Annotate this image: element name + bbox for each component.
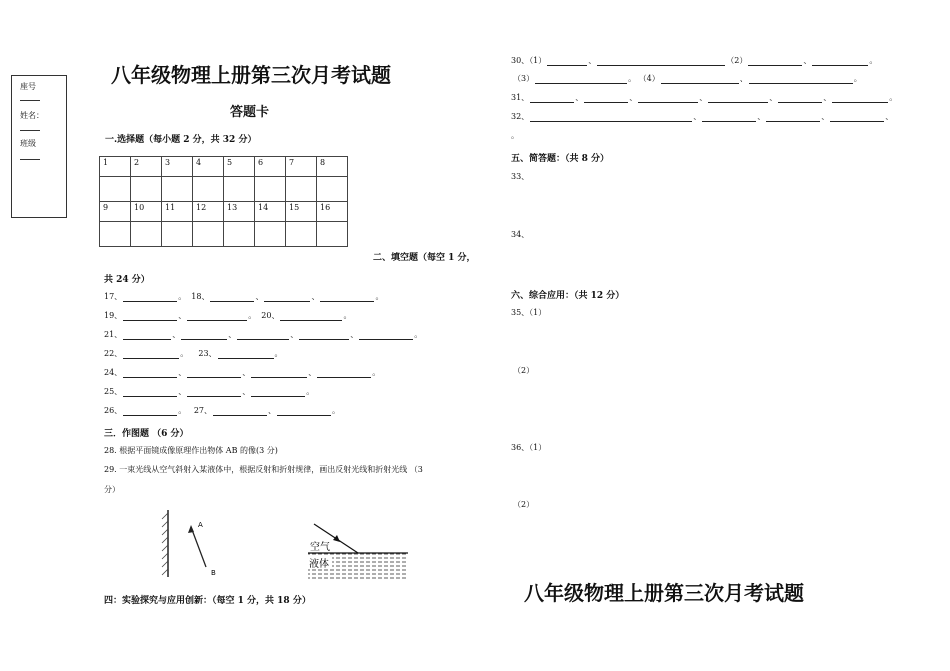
row-30-a: 30、（1） 、 （2） 、 。	[511, 56, 878, 65]
name-label: 姓名：	[20, 111, 44, 120]
q29-text: 29. 一束光线从空气斜射入某液体中，根据反射和折射规律，画出反射光线和折射光线 （3	[104, 465, 423, 474]
mirror-hatching	[162, 513, 168, 575]
blank[interactable]	[187, 368, 241, 378]
fill-row-19-20: 19、 、 。 20、 。	[104, 311, 352, 320]
blank[interactable]	[213, 406, 267, 416]
answer-cell[interactable]	[131, 177, 162, 202]
blank[interactable]	[187, 387, 241, 397]
section4-title: 四：实验探究与应用创新：（每空 1 分，共 18 分）	[104, 596, 311, 606]
q24-label: 24、	[104, 368, 123, 377]
grid-num: 4	[193, 157, 224, 177]
answer-cell[interactable]	[162, 222, 193, 247]
grid-num: 2	[131, 157, 162, 177]
q18-label: 18、	[191, 292, 210, 301]
blank[interactable]	[317, 368, 371, 378]
blank[interactable]	[251, 387, 305, 397]
answer-cell[interactable]	[317, 177, 348, 202]
blank[interactable]	[597, 56, 725, 66]
answer-cell[interactable]	[286, 222, 317, 247]
page-title-repeat: 八年级物理上册第三次月考试题	[524, 581, 804, 605]
answer-cell[interactable]	[255, 222, 286, 247]
air-label: 空气	[310, 542, 330, 553]
blank[interactable]	[280, 311, 342, 321]
grid-num: 14	[255, 202, 286, 222]
blank[interactable]	[123, 387, 177, 397]
blank[interactable]	[530, 112, 692, 122]
q36-part2-label: （2）	[513, 500, 535, 509]
grid-num: 13	[224, 202, 255, 222]
answer-cell[interactable]	[317, 222, 348, 247]
grid-num: 12	[193, 202, 224, 222]
blank[interactable]	[277, 406, 331, 416]
blank[interactable]	[320, 292, 374, 302]
grid-row-numbers-2	[100, 202, 348, 222]
blank[interactable]	[766, 112, 820, 122]
answer-cell[interactable]	[255, 177, 286, 202]
label-a: A	[198, 521, 203, 529]
blank[interactable]	[123, 368, 177, 378]
object-ab	[191, 527, 206, 567]
blank[interactable]	[661, 74, 739, 84]
q35-label: 35、（1）	[511, 308, 547, 317]
q34-label: 34、	[511, 230, 530, 239]
q28-text: 28. 根据平面镜成像原理作出物体 AB 的像(3 分)	[104, 446, 278, 455]
blank[interactable]	[187, 311, 247, 321]
fill-row-25: 25、 、 、 。	[104, 387, 315, 396]
blank[interactable]	[830, 112, 884, 122]
blank[interactable]	[547, 56, 587, 66]
fill-row-26-27: 26、 。 27、 、 。	[104, 406, 341, 415]
mirror-figure	[158, 505, 228, 580]
blank[interactable]	[181, 330, 227, 340]
q19-label: 19、	[104, 311, 123, 320]
grid-row-numbers-1	[100, 157, 348, 177]
name-blank[interactable]	[20, 130, 40, 131]
grid-num: 3	[162, 157, 193, 177]
class-label: 班级	[20, 139, 36, 148]
fill-row-21: 21、 、 、 、 、 。	[104, 330, 423, 339]
label-b: B	[211, 569, 216, 577]
fill-row-24: 24、 、 、 、 。	[104, 368, 381, 377]
blank[interactable]	[123, 292, 177, 302]
blank[interactable]	[832, 93, 888, 103]
liquid-label: 液体	[309, 559, 329, 570]
fill-row-22-23: 22、 。 23、 。	[104, 349, 283, 358]
q20-label: 20、	[261, 311, 280, 320]
blank[interactable]	[299, 330, 349, 340]
answer-cell[interactable]	[100, 177, 131, 202]
blank[interactable]	[748, 56, 802, 66]
answer-cell[interactable]	[193, 222, 224, 247]
grid-num: 6	[255, 157, 286, 177]
grid-num: 1	[100, 157, 131, 177]
answer-card-title: 答题卡	[230, 105, 270, 120]
blank[interactable]	[123, 406, 177, 416]
blank[interactable]	[237, 330, 289, 340]
grid-num: 8	[317, 157, 348, 177]
row-32: 32、 、 、 、 、	[511, 112, 894, 121]
blank[interactable]	[123, 349, 179, 359]
q36-label: 36、（1）	[511, 443, 547, 452]
grid-num: 11	[162, 202, 193, 222]
grid-row-answers-1	[100, 177, 348, 202]
seat-blank[interactable]	[20, 100, 40, 101]
grid-num: 9	[100, 202, 131, 222]
student-info-box	[11, 75, 67, 218]
section3-title: 三．作图题 （6 分）	[104, 429, 189, 439]
blank[interactable]	[123, 330, 171, 340]
fill-row-17-18: 17、 。 18、 、 、 。	[104, 292, 384, 301]
q21-label: 21、	[104, 330, 123, 339]
answer-cell[interactable]	[224, 222, 255, 247]
q22-label: 22、	[104, 349, 123, 358]
q25-label: 25、	[104, 387, 123, 396]
blank[interactable]	[812, 56, 868, 66]
q27-label: 27、	[193, 406, 213, 415]
row-30-b: （3） 。 （4） 、 。	[513, 74, 862, 83]
blank[interactable]	[584, 93, 628, 103]
section2-title-a: 二、填空题（每空 1 分，	[373, 253, 476, 263]
incident-arrowhead	[333, 535, 340, 542]
row-31: 31、 、 、 、 、 、 。	[511, 93, 898, 102]
choice-answer-grid	[99, 156, 348, 247]
q29-text-cont: 分）	[104, 485, 120, 494]
blank[interactable]	[702, 112, 756, 122]
blank[interactable]	[778, 93, 822, 103]
grid-num: 7	[286, 157, 317, 177]
blank[interactable]	[530, 93, 574, 103]
grid-num: 16	[317, 202, 348, 222]
answer-cell[interactable]	[100, 222, 131, 247]
blank[interactable]	[123, 311, 177, 321]
object-arrowhead	[188, 525, 194, 533]
q33-label: 33、	[511, 172, 530, 181]
page-title: 八年级物理上册第三次月考试题	[111, 63, 391, 87]
seat-label: 座号	[20, 82, 36, 91]
blank[interactable]	[749, 74, 853, 84]
section6-title: 六、综合应用：（共 12 分）	[511, 291, 625, 301]
blank[interactable]	[359, 330, 413, 340]
q35-part2-label: （2）	[513, 366, 535, 375]
blank[interactable]	[708, 93, 768, 103]
blank[interactable]	[210, 292, 254, 302]
refraction-figure	[300, 520, 410, 582]
blank[interactable]	[251, 368, 307, 378]
answer-cell[interactable]	[286, 177, 317, 202]
row-32-end: 。	[511, 131, 519, 140]
blank[interactable]	[535, 74, 627, 84]
section2-title-b: 共 24 分）	[104, 275, 150, 285]
class-blank[interactable]	[20, 159, 40, 160]
blank[interactable]	[264, 292, 310, 302]
q23-label: 23、	[198, 349, 217, 358]
q17-label: 17、	[104, 292, 123, 301]
grid-num: 5	[224, 157, 255, 177]
blank[interactable]	[638, 93, 698, 103]
blank[interactable]	[218, 349, 274, 359]
answer-cell[interactable]	[193, 177, 224, 202]
section1-title: 一.选择题（每小题 2 分，共 32 分）	[105, 135, 257, 145]
grid-num: 15	[286, 202, 317, 222]
grid-num: 10	[131, 202, 162, 222]
grid-row-answers-2	[100, 222, 348, 247]
section5-title: 五、简答题：（共 8 分）	[511, 154, 610, 164]
answer-cell[interactable]	[131, 222, 162, 247]
answer-cell[interactable]	[224, 177, 255, 202]
q26-label: 26、	[104, 406, 123, 415]
answer-cell[interactable]	[162, 177, 193, 202]
